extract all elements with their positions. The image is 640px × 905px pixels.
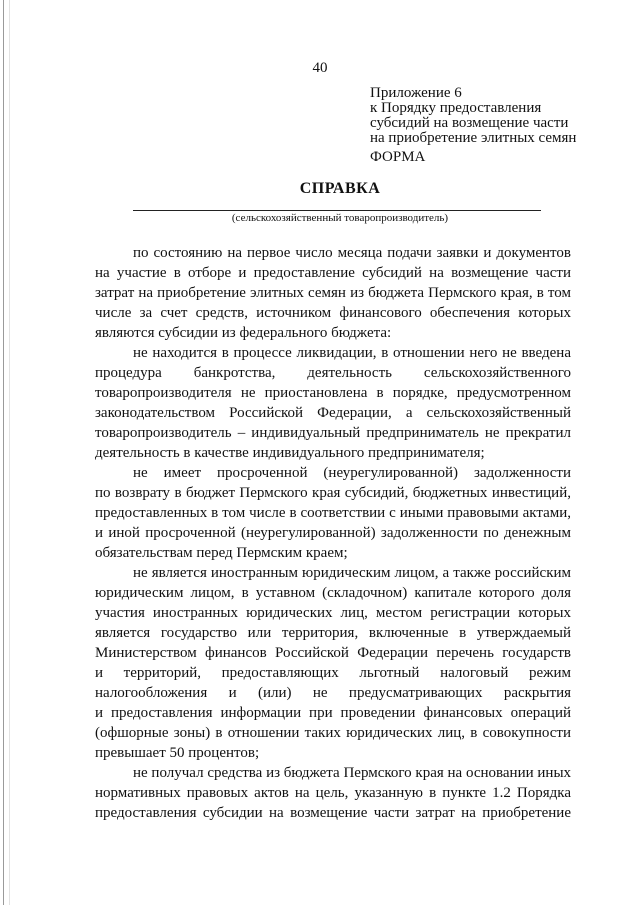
appendix-line: на приобретение элитных семян bbox=[370, 130, 577, 146]
text-line: являются субсидии из федерального бюджета: bbox=[95, 325, 392, 341]
text-line: процедура банкротства, деятельность сельскохозяйственного bbox=[95, 365, 571, 381]
text-line: затрат на приобретение элитных семян из бюджета Пермского края, в том bbox=[95, 285, 571, 301]
text-line: по состоянию на первое число месяца подачи заявки и документов bbox=[133, 245, 571, 261]
text-line: (офшорные зоны) в отношении таких юридических лиц, в совокупности bbox=[95, 725, 571, 741]
text-line: товаропроизводителя не приостановлена в порядке, предусмотренном bbox=[95, 385, 571, 401]
text-line: и территорий, предоставляющих льготный налоговый режим bbox=[95, 665, 571, 681]
text-line: предоставленных в том числе в соответствии с иными правовыми актами, bbox=[95, 505, 571, 521]
appendix-block bbox=[370, 86, 576, 146]
text-line: Министерством финансов Российской Федерации перечень государств bbox=[95, 645, 571, 661]
form-label: ФОРМА bbox=[370, 149, 426, 165]
text-line: предоставления субсидии на возмещение части затрат на приобретение bbox=[95, 805, 571, 821]
producer-name-caption: (сельскохозяйственный товаропроизводитель) bbox=[231, 212, 449, 224]
text-line: по возврату в бюджет Пермского края субсидий, бюджетных инвестиций, bbox=[95, 485, 571, 501]
text-line: и иной просроченной (неурегулированной) задолженности по денежным bbox=[95, 525, 571, 541]
appendix-line: к Порядку предоставления bbox=[370, 100, 542, 116]
text-line: не является иностранным юридическим лицом, а также российским bbox=[133, 565, 571, 581]
page-number: 40 bbox=[312, 60, 328, 76]
text-line: обязательствам перед Пермским краем; bbox=[95, 545, 348, 561]
text-line: и предоставления информации при проведении финансовых операций bbox=[95, 705, 571, 721]
appendix-line: Приложение 6 bbox=[370, 85, 462, 101]
text-line: не находится в процессе ликвидации, в отношении него не введена bbox=[133, 345, 571, 361]
body-text bbox=[95, 243, 571, 823]
text-line: участия иностранных юридических лиц, местом регистрации которых bbox=[95, 605, 571, 621]
scan-edge-shadow bbox=[9, 0, 10, 905]
text-line: не имеет просроченной (неурегулированной) задолженности bbox=[133, 465, 571, 481]
text-line: нормативных правовых актов на цель, указанную в пункте 1.2 Порядка bbox=[95, 785, 571, 801]
text-line: юридическим лицом, в уставном (складочном) капитале которого доля bbox=[95, 585, 571, 601]
scan-edge bbox=[3, 0, 4, 905]
text-line: деятельность в качестве индивидуального предпринимателя; bbox=[95, 445, 485, 461]
appendix-line: субсидий на возмещение части bbox=[370, 115, 569, 131]
text-line: не получал средства из бюджета Пермского края на основании иных bbox=[133, 765, 571, 781]
text-line: законодательством Российской Федерации, а сельскохозяйственный bbox=[95, 405, 571, 421]
text-line: является государство или территория, включенные в утверждаемый bbox=[95, 625, 571, 641]
text-line: на участие в отборе и предоставление субсидий на возмещение части bbox=[95, 265, 571, 281]
text-line: превышает 50 процентов; bbox=[95, 745, 260, 761]
document-title: СПРАВКА bbox=[299, 180, 381, 197]
text-line: товаропроизводитель – индивидуальный предприниматель не прекратил bbox=[95, 425, 571, 441]
text-line: налогообложения и (или) не предусматривающих раскрытия bbox=[95, 685, 571, 701]
text-line: числе за счет средств, источником финансового обеспечения которых bbox=[95, 305, 571, 321]
producer-name-line bbox=[133, 210, 541, 211]
